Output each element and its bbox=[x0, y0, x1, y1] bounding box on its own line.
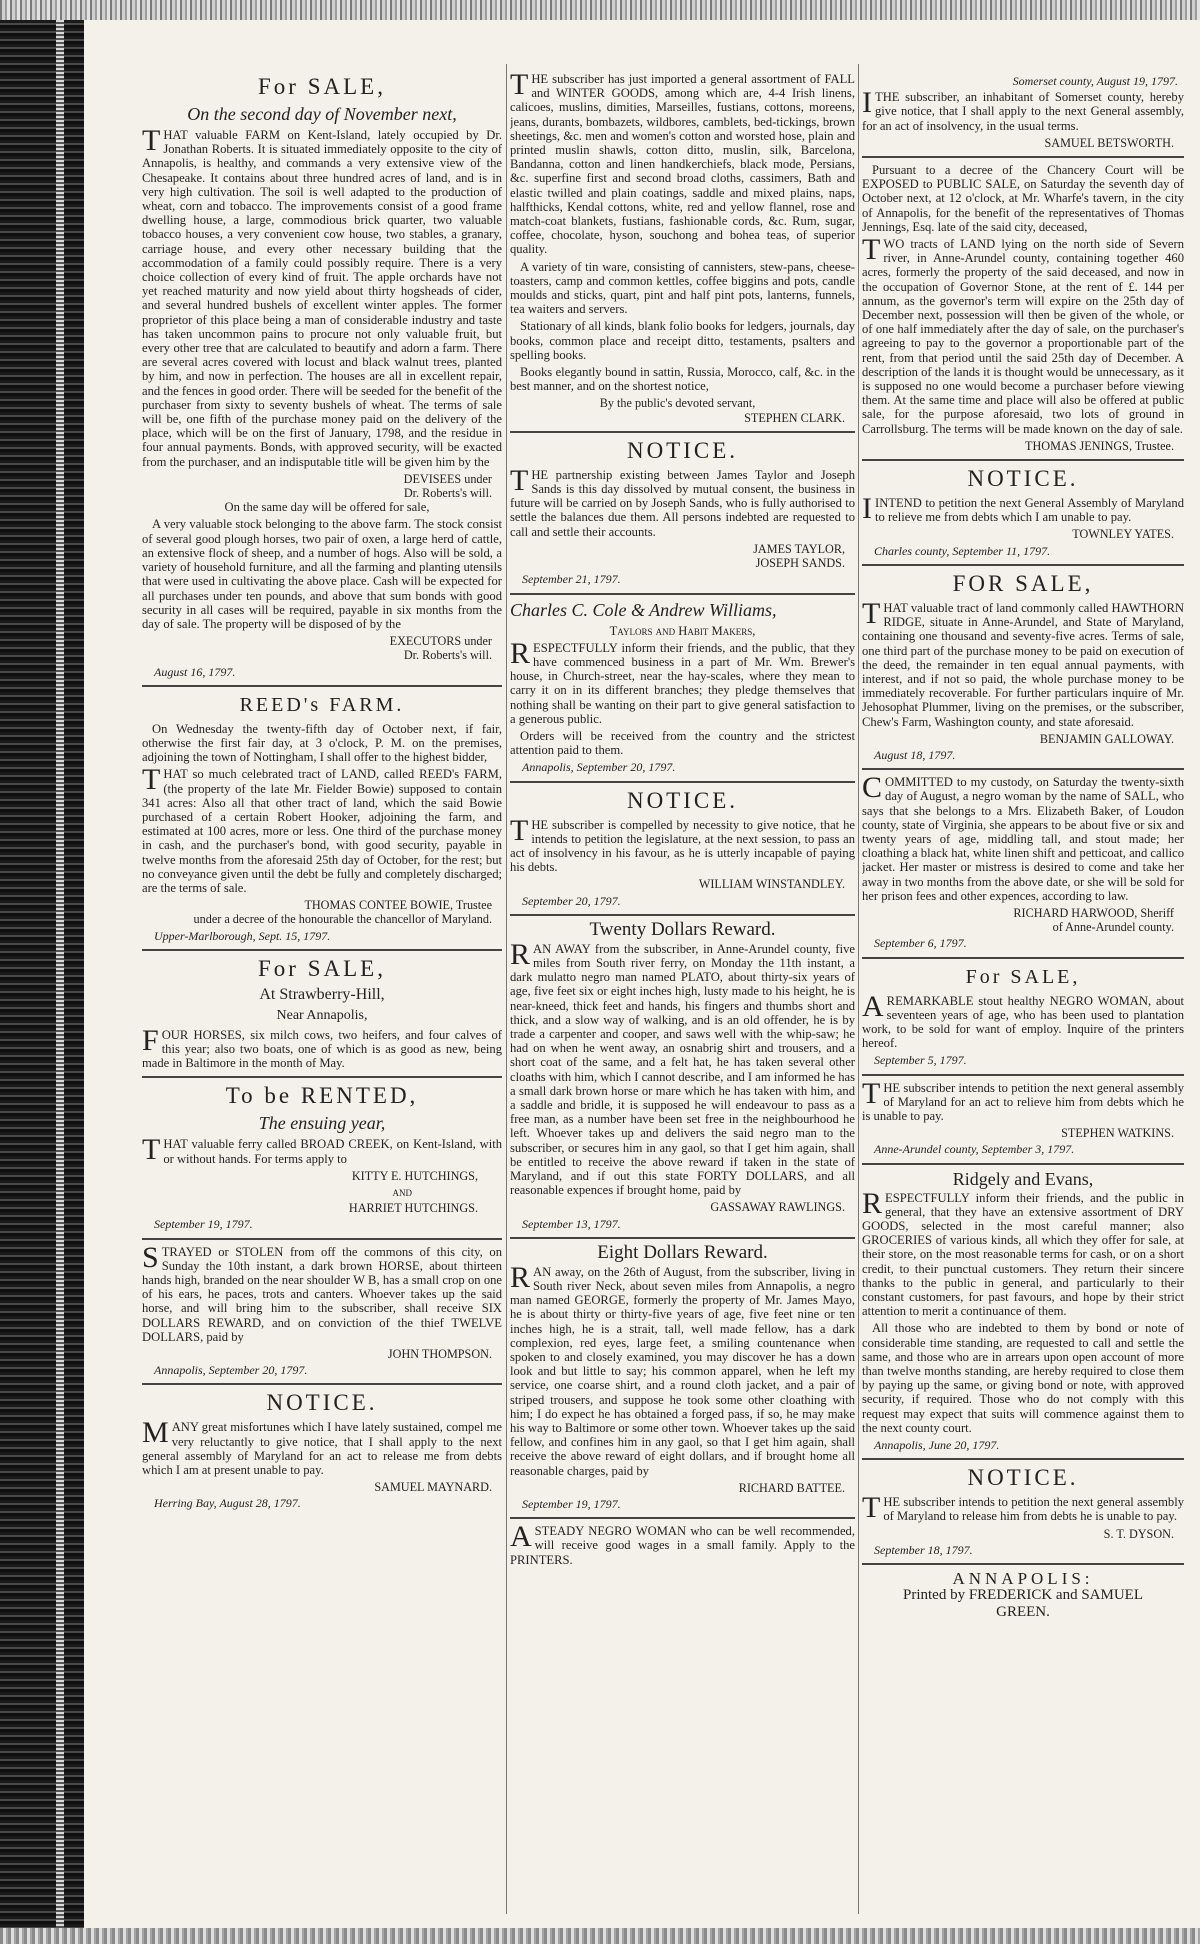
ad-body: ITHE subscriber, an inhabitant of Somerset county, hereby give notice, that I shall apply to the next General assembly, for an act of insolvency, in the usual terms. bbox=[862, 86, 1184, 133]
imprint-line: GREEN. bbox=[996, 1604, 1050, 1621]
ad-signature: WILLIAM WINSTANDLEY. bbox=[698, 877, 845, 892]
ad-title: NOTICE. bbox=[967, 1465, 1079, 1491]
ad-title: Twenty Dollars Reward. bbox=[589, 918, 776, 940]
ad-eight-dollars-reward bbox=[510, 1241, 855, 1512]
ad-signature: EXECUTORS under bbox=[389, 634, 492, 649]
ad-date: Annapolis, September 20, 1797. bbox=[522, 760, 676, 775]
divider bbox=[510, 431, 855, 433]
ad-body: On the same day will be offered for sale, bbox=[224, 500, 430, 515]
ad-title: NOTICE. bbox=[967, 466, 1079, 492]
ad-date: September 20, 1797. bbox=[522, 893, 621, 908]
ad-body: COMMITTED to my custody, on Saturday the twenty-sixth day of August, a negro woman by the name of SALL, who says that she belongs to a Mrs. Elizabeth Baker, of Loudon county, state of Virginia, she appears to be about five or six and twenty years of age, middling tall, and stout made; her cloathing a black hat, white linen shift and petticoat, and callico jacket. Her master or mistress is desired to come and take her away in two months from the above date, or she will be sold for her prison fees and other expences, according to law. bbox=[862, 771, 1184, 903]
ad-farm-sale bbox=[142, 74, 502, 679]
ad-body: Stationary of all kinds, blank folio books for ledgers, journals, day books, common place and receipt ditto, testaments, psalters and spelling books. bbox=[510, 319, 855, 362]
ad-title: For SALE, bbox=[258, 74, 386, 99]
divider bbox=[862, 564, 1184, 566]
ad-date: Annapolis, June 20, 1797. bbox=[874, 1438, 1000, 1453]
ad-strayed-horse bbox=[142, 1240, 502, 1378]
divider bbox=[142, 685, 502, 687]
divider bbox=[862, 1458, 1184, 1460]
ad-twenty-dollars-reward bbox=[510, 918, 855, 1231]
divider bbox=[510, 1237, 855, 1239]
ad-date: Upper-Marlborough, Sept. 15, 1797. bbox=[154, 928, 331, 943]
ad-signature: of Anne-Arundel county. bbox=[1052, 920, 1174, 935]
ad-signature: JOHN THOMPSON. bbox=[387, 1347, 492, 1362]
ad-body: FOUR HORSES, six milch cows, two heifers, and four calves of this year; also two boats, one of which is as good as new, being made in Baltimore in the month of May. bbox=[142, 1023, 502, 1071]
ad-signature: under a decree of the honourable the chancellor of Maryland. bbox=[193, 912, 492, 927]
imprint-line: Printed by FREDERICK and SAMUEL bbox=[903, 1587, 1143, 1604]
ad-body: A very valuable stock belonging to the above farm. The stock consist of several good plough horses, two pair of oxen, a large herd of cattle, an extensive flock of sheep, and a number of hogs. Also will be sold, a variety of household furniture, and all the farming and planting utensils that were used in cultivating the above place. Cash will be expected for all purchases under ten pounds, and above that sum bonds with good security in all cases will be required, payable in six months from the day of sale. The property will be disposed of by the bbox=[142, 517, 502, 631]
ad-subtitle: The ensuing year, bbox=[258, 1113, 386, 1134]
ad-body: THE subscriber has just imported a general assortment of FALL and WINTER GOODS, among which are, 4-4 Irish linens, calicoes, muslins, dimities, Marseilles, fustians, cottons, moreens, jeans, durants, bombazets, wildbores, camblets, bed-tickings, brown sheetings, &c. men and women's cotton and worsted hose, plain and printed muslin shawls, cotton ditto, muslin, silk, Barcelona, Bandanna, cotton and linen handkerchiefs, black mode, Persians, &c. superfine first and second broad cloths, cassimers, Bath and elastic twilled and plain coatings, saddle and mixed plains, naps, halfthicks, Kendal cottons, white, red and yellow flannel, rose and match-coat blankets, fustians, fashionable cords, &c. Rum, sugar, coffee, chocolate, hyson, souchong and bohea teas, of superior quality. bbox=[510, 72, 855, 257]
ad-signature: RICHARD BATTEE. bbox=[738, 1480, 845, 1495]
ad-signature: By the public's devoted servant, bbox=[599, 396, 756, 411]
ad-title: NOTICE. bbox=[626, 437, 739, 463]
ad-notice-dyson bbox=[862, 1465, 1184, 1557]
ad-signature: THOMAS CONTEE BOWIE, Trustee bbox=[304, 898, 492, 913]
divider bbox=[862, 768, 1184, 770]
ad-title: Ridgely and Evans, bbox=[952, 1168, 1094, 1189]
ad-body: RAN AWAY from the subscriber, in Anne-Arundel county, five miles from South river ferry, on Monday the 11th instant, a dark mulatto negro man named PLATO, about thirty-six years of age, five feet six or eight inches high, lusty made to his height, he is near-kneed, thick feet and hands, his fingers and thumbs short and thick, and a slow way of walking, and is an old offender, he is by trade a carpenter and cooper, and saws well with the whip-saw; he had on when he went away, an osnabrig shirt and trousers, and a short coat of the same, and a felt hat, he has taken several other cloaths with him, which I cannot describe, and I am informed he has a small dark brown horse or mare which he has taken with him, and a saddle and bridle, it is supposed he will endeavour to pass as a free man, as a number have been set free in the neighbourhood he left. Whoever takes up and delivers the said negro man to the subscriber, or secures him in any gaol, so that I get him again, shall be entitled to receive the above reward if taken in the state of Maryland, and if out this state FORTY DOLLARS, and all reasonable expences if brought home, paid by bbox=[510, 937, 855, 1198]
ad-date: Charles county, September 11, 1797. bbox=[874, 543, 1051, 558]
divider bbox=[510, 781, 855, 783]
ad-sale-negro-woman bbox=[862, 964, 1184, 1068]
ad-body: Orders will be received from the country and the strictest attention paid to them. bbox=[510, 728, 855, 758]
ad-signature: JOSEPH SANDS. bbox=[755, 556, 845, 571]
ad-signature: Dr. Roberts's will. bbox=[403, 486, 492, 501]
column-1 bbox=[142, 72, 502, 1922]
ad-date: September 19, 1797. bbox=[522, 1497, 621, 1512]
ad-date: August 16, 1797. bbox=[154, 664, 236, 679]
ad-body: THE subscriber intends to petition the next general assembly of Maryland to release him from debts he is unable to pay. bbox=[862, 1491, 1184, 1525]
ad-title: Eight Dollars Reward. bbox=[597, 1241, 768, 1263]
ad-stephen-clark-goods bbox=[510, 72, 855, 425]
ad-signature: S. T. DYSON. bbox=[1103, 1526, 1174, 1541]
ad-body: Pursuant to a decree of the Chancery Court will be EXPOSED to PUBLIC SALE, on Saturday the seventh day of October next, at 12 o'clock, at Mr. Wharfe's tavern, in the city of Annapolis, for the benefit of the representatives of Thomas Jennings, Esq. late of the said city, deceased, bbox=[862, 163, 1184, 234]
ad-date: September 5, 1797. bbox=[874, 1053, 967, 1068]
ad-body: RAN away, on the 26th of August, from the subscriber, living in South river Neck, about seven miles from Annapolis, a negro man named GEORGE, formerly the property of Mr. James Mayo, he is about thirty or thirty-five years of age, five feet nine or ten inches high, he is a strait, tall, well made fellow, has a dark complexion, red eyes, large feet, a smiling countenance when spoken to and closely examined, you may discover he has a down look and but little to say; his common apparel, when he left my service, one coarse shirt, and a round cloth jacket, and a pair of striped trousers, and suppose he took some other cloathing with him; I do expect he has obtained a forged pass, if so, he may make his way to Baltimore or some other town. Whoever takes up the said fellow, and confines him in any gaol, so that I get him again, shall receive the above reward of eight dollars, and if brought home all reasonable charges, paid by bbox=[510, 1260, 855, 1478]
ad-to-be-rented bbox=[142, 1083, 502, 1231]
ad-body: THE partnership existing between James Taylor and Joseph Sands is this day dissolved by mutual consent, the business in future will be carried on by Joseph Sands, who is fully authorised to settle the balances due them. All persons indebted are requested to call and settle their accounts. bbox=[510, 463, 855, 539]
ad-watkins bbox=[862, 1076, 1184, 1157]
scan-edge-bottom bbox=[0, 1928, 1200, 1944]
ad-body: TWO tracts of LAND lying on the north side of Severn river, in Anne-Arundel county, containing together 460 acres, formerly the property of the said deceased, and now in the occupation of Governor Stone, at the rent of £. 144 per annum, as the governor's term will expire on the 25th day of December next, possession will then be given of the whole, or of one half immediately after the day of sale, on the purchaser's agreeing to pay to the governor a proportionable part of the rent, from that period until the said 25th day of December. A description of the lands it is thought would be unnecessary, as it is supposed no one would become a purchaser before viewing them. At the same time and place will also be offered at public sale, for the purpose aforesaid, two lots of ground in Carrollsburg. The terms will be made known on the day of sale. bbox=[862, 233, 1184, 436]
divider bbox=[142, 1238, 502, 1240]
ad-date: September 13, 1797. bbox=[522, 1216, 621, 1231]
ad-subtitle: Near Annapolis, bbox=[276, 1007, 368, 1023]
ad-chancery-sale bbox=[862, 163, 1184, 453]
ad-date: Annapolis, September 20, 1797. bbox=[154, 1363, 308, 1378]
column-rule bbox=[506, 64, 507, 1914]
ad-notice-yates bbox=[862, 466, 1184, 558]
ad-body: All those who are indebted to them by bond or note of considerable time standing, are requested to call and settle the same, and those who are in arrears upon open account of more than twelve months standing, are hereby required to close them by paying up the same, or giving bond or note, with approved security, if required. Those who do not comply with this request may expect that suits will commence against them to the next county court. bbox=[862, 1321, 1184, 1435]
ad-subtitle: On the second day of November next, bbox=[187, 104, 457, 124]
ad-title: For SALE, bbox=[258, 955, 386, 981]
ad-title: FOR SALE, bbox=[952, 570, 1094, 596]
ad-notice-maynard bbox=[142, 1390, 502, 1510]
ad-negro-woman-wanted bbox=[510, 1520, 855, 1567]
ad-signature: JAMES TAYLOR, bbox=[753, 541, 845, 556]
ad-signature: THOMAS JENINGS, Trustee. bbox=[1025, 438, 1174, 453]
ad-signature: GASSAWAY RAWLINGS. bbox=[710, 1200, 845, 1215]
divider bbox=[862, 1563, 1184, 1565]
column-rule bbox=[858, 64, 859, 1914]
ad-signature: RICHARD HARWOOD, Sheriff bbox=[1013, 905, 1174, 920]
ad-signature: HARRIET HUTCHINGS. bbox=[348, 1201, 478, 1216]
ad-date: Somerset county, August 19, 1797. bbox=[1012, 74, 1178, 88]
ad-body: ASTEADY NEGRO WOMAN who can be well recommended, will receive good wages in a small family. Apply to the PRINTERS. bbox=[510, 1520, 855, 1567]
ad-notice-partnership bbox=[510, 438, 855, 587]
ad-hawthorn-ridge bbox=[862, 571, 1184, 762]
ad-body: IINTEND to petition the next General Assembly of Maryland to relieve me from debts which I am unable to pay. bbox=[862, 492, 1184, 526]
ad-title: NOTICE. bbox=[266, 1390, 378, 1416]
ad-date: August 18, 1797. bbox=[874, 747, 956, 762]
ad-body: THAT valuable tract of land commonly called HAWTHORN RIDGE, situate in Anne-Arundel, and State of Maryland, containing one thousand and seventy-five acres. Terms of sale, one third part of the purchase money to be paid on execution of the deed, the remainder in ten equal annual payments, with interest, and if not so paid, the whole purchase money to be immediately recoverable. For further particulars inquire of Mr. Jehosophat Plummer, living on the premises, or the subscriber, Chew's Farm, Washington county, and state aforesaid. bbox=[862, 596, 1184, 729]
divider bbox=[862, 459, 1184, 461]
ad-subtitle: Taylors and Habit Makers, bbox=[609, 623, 756, 638]
divider bbox=[510, 914, 855, 916]
binding-spine bbox=[0, 20, 84, 1928]
divider bbox=[862, 1074, 1184, 1076]
ad-body: RESPECTFULLY inform their friends, and the public, that they have commenced business in a part of Mr. Wm. Brewer's house, in Church-street, near the hay-scales, where they mean to carry it on in its different branches; they pledge themselves that nothing shall be wanting on their part to give general satisfaction to a generous public. bbox=[510, 636, 855, 726]
ad-body: THAT valuable FARM on Kent-Island, lately occupied by Dr. Jonathan Roberts. It is situated immediately opposite to the city of Annapolis, is healthy, and commands a very extensive view of the Chesapeake. It contains about three hundred acres of land, and is in very high cultivation. The soil is well adapted to the production of wheat, corn and tobacco. The improvements consist of a good frame dwelling house, a large, commodious brick quarter, two valuable tobacco houses, a very convenient cow house, two stables, a granary, carriage house, and every other necessary building that the accommodation of a family could possibly require. There is a very choice collection of every kind of fruit. The apple orchards have not yet reached maturity and now yield about thirty hogsheads of cider, and several hundred bushels of excellent winter apples. The former proprietor of this place being a man of considerable industry and taste has taken uncommon pains to procure not only valuable fruit, but every other tree that are calculated to beautify and adorn a farm. There are several acres covered with locust and black walnut trees, planted by him, and now in perfection. The houses are all in excellent repair, and the fences in good order. There will be seeded for the benefit of the purchaser from sixty to seventy bushels of wheat. The terms of sale will be, one fifth of the purchase money paid on the delivery of the place, which will be on the first of January, 1798, and the residue in four annual payments. Bonds, with approved security, will be exacted from the purchaser, and an indisputable title will be given him by the bbox=[142, 124, 502, 469]
ad-cole-williams bbox=[510, 600, 855, 775]
ad-strawberry-hill bbox=[142, 956, 502, 1071]
ad-body: THAT valuable ferry called BROAD CREEK, on Kent-Island, with or without hands. For terms apply to bbox=[142, 1133, 502, 1167]
ad-signature: KITTY E. HUTCHINGS, bbox=[351, 1168, 478, 1183]
ad-signature: BENJAMIN GALLOWAY. bbox=[1039, 731, 1174, 746]
ad-body: AREMARKABLE stout healthy NEGRO WOMAN, about seventeen years of age, who has been used to plantation work, to be sold for want of employ. Inquire of the printers hereof. bbox=[862, 989, 1184, 1051]
ad-body: STRAYED or STOLEN from off the commons of this city, on Sunday the 10th instant, a dark brown HORSE, about thirteen hands high, branded on the near shoulder W B, has a small crop on one of his ears, he paces, trots and canters. Whoever takes up the said horse, and will bring him to the subscriber, shall receive SIX DOLLARS REWARD, and on conviction of the thief TWELVE DOLLARS, paid by bbox=[142, 1240, 502, 1344]
ad-body: RESPECTFULLY inform their friends, and the public in general, that they have an extensive assortment of DRY GOODS, selected in the most careful manner; also GROCERIES of various kinds, all which they offer for sale, at their store, on the most reasonable terms for cash, or on a short credit, to their punctual customers. They return their sincere thanks to the public in general, and particularly to their constant customers, for past favours, and hope by their strict attention to merit a continuance of them. bbox=[862, 1186, 1184, 1319]
column-3 bbox=[862, 72, 1184, 1922]
divider bbox=[142, 949, 502, 951]
ad-title: REED's FARM. bbox=[239, 693, 405, 716]
ad-committed-sall bbox=[862, 771, 1184, 951]
printer-imprint bbox=[862, 1570, 1184, 1621]
ad-signature: DEVISEES under bbox=[403, 471, 492, 486]
ad-signature: and bbox=[392, 1184, 412, 1199]
ad-signature: STEPHEN CLARK. bbox=[744, 410, 845, 425]
scan-edge-top bbox=[0, 0, 1200, 20]
column-2 bbox=[510, 72, 855, 1922]
ad-betsworth bbox=[862, 74, 1184, 150]
ad-notice-winstandley bbox=[510, 788, 855, 908]
ad-signature: TOWNLEY YATES. bbox=[1072, 527, 1174, 542]
ad-body: On Wednesday the twenty-fifth day of October next, if fair, otherwise the first fair day, at 3 o'clock, P. M. on the premises, adjoining the town of Nottingham, I shall offer to the highest bidder, bbox=[142, 721, 502, 765]
ad-date: September 18, 1797. bbox=[874, 1542, 973, 1557]
ad-body: THAT so much celebrated tract of LAND, called REED's FARM, (the property of the late Mr. Fielder Bowie) supposed to contain 341 acres: Also all that other tract of land, which the said Bowie purchased of a certain Robert Hooker, adjoining the farm, and estimated at 100 acres, more or less. One third of the purchase money in cash, and the purchaser's bond, with good security, payable in twelve months from the aforesaid 25th day of October, for the rest; but no conveyance given until the debt be fully and completely discharged; are the terms of sale. bbox=[142, 763, 502, 895]
divider bbox=[142, 1383, 502, 1385]
divider bbox=[862, 957, 1184, 959]
ad-date: September 21, 1797. bbox=[522, 572, 621, 587]
ad-body: A variety of tin ware, consisting of cannisters, stew-pans, cheese-toasters, camp and common kettles, coffee biggins and pots, candle moulds and sticks, quart, pint and half pint pots, lanterns, funnels, tea waiters and servers. bbox=[510, 259, 855, 317]
ad-reeds-farm bbox=[142, 692, 502, 943]
ad-title: For SALE, bbox=[965, 965, 1081, 988]
binding-stitch bbox=[56, 20, 64, 1928]
ad-body: Books elegantly bound in sattin, Russia, Morocco, calf, &c. in the best manner, and on the shortest notice, bbox=[510, 365, 855, 394]
ad-title: To be RENTED, bbox=[225, 1083, 419, 1109]
divider bbox=[862, 1163, 1184, 1165]
ad-title: NOTICE. bbox=[626, 787, 739, 813]
divider bbox=[862, 156, 1184, 158]
ad-date: Herring Bay, August 28, 1797. bbox=[154, 1496, 301, 1511]
ad-date: September 19, 1797. bbox=[154, 1217, 253, 1232]
imprint-title: ANNAPOLIS: bbox=[952, 1569, 1094, 1589]
divider bbox=[142, 1076, 502, 1078]
divider bbox=[510, 1517, 855, 1519]
ad-signature: SAMUEL MAYNARD. bbox=[374, 1480, 492, 1495]
ad-body: THE subscriber intends to petition the next general assembly of Maryland for an act to relieve him from debts which he is unable to pay. bbox=[862, 1076, 1184, 1123]
divider bbox=[510, 593, 855, 595]
ad-date: September 6, 1797. bbox=[874, 936, 967, 951]
ad-body: MANY great misfortunes which I have lately sustained, compel me very reluctantly to give notice, that I shall apply to the next general assembly of Maryland for an act to release me from debts which I am at present unable to pay. bbox=[142, 1416, 502, 1478]
ad-signature: SAMUEL BETSWORTH. bbox=[1044, 135, 1174, 150]
ad-date: Anne-Arundel county, September 3, 1797. bbox=[874, 1142, 1075, 1157]
ad-ridgely-evans bbox=[862, 1170, 1184, 1453]
ad-signature: Dr. Roberts's will. bbox=[403, 648, 492, 663]
ad-signature: STEPHEN WATKINS. bbox=[1061, 1126, 1174, 1141]
ad-subtitle: At Strawberry-Hill, bbox=[259, 985, 385, 1003]
ad-body: THE subscriber is compelled by necessity to give notice, that he intends to petition the legislature, at the next session, to pass an act of insolvency in his favour, as he is utterly incapable of paying his debts. bbox=[510, 813, 855, 875]
ad-title: Charles C. Cole & Andrew Williams, bbox=[510, 599, 777, 620]
